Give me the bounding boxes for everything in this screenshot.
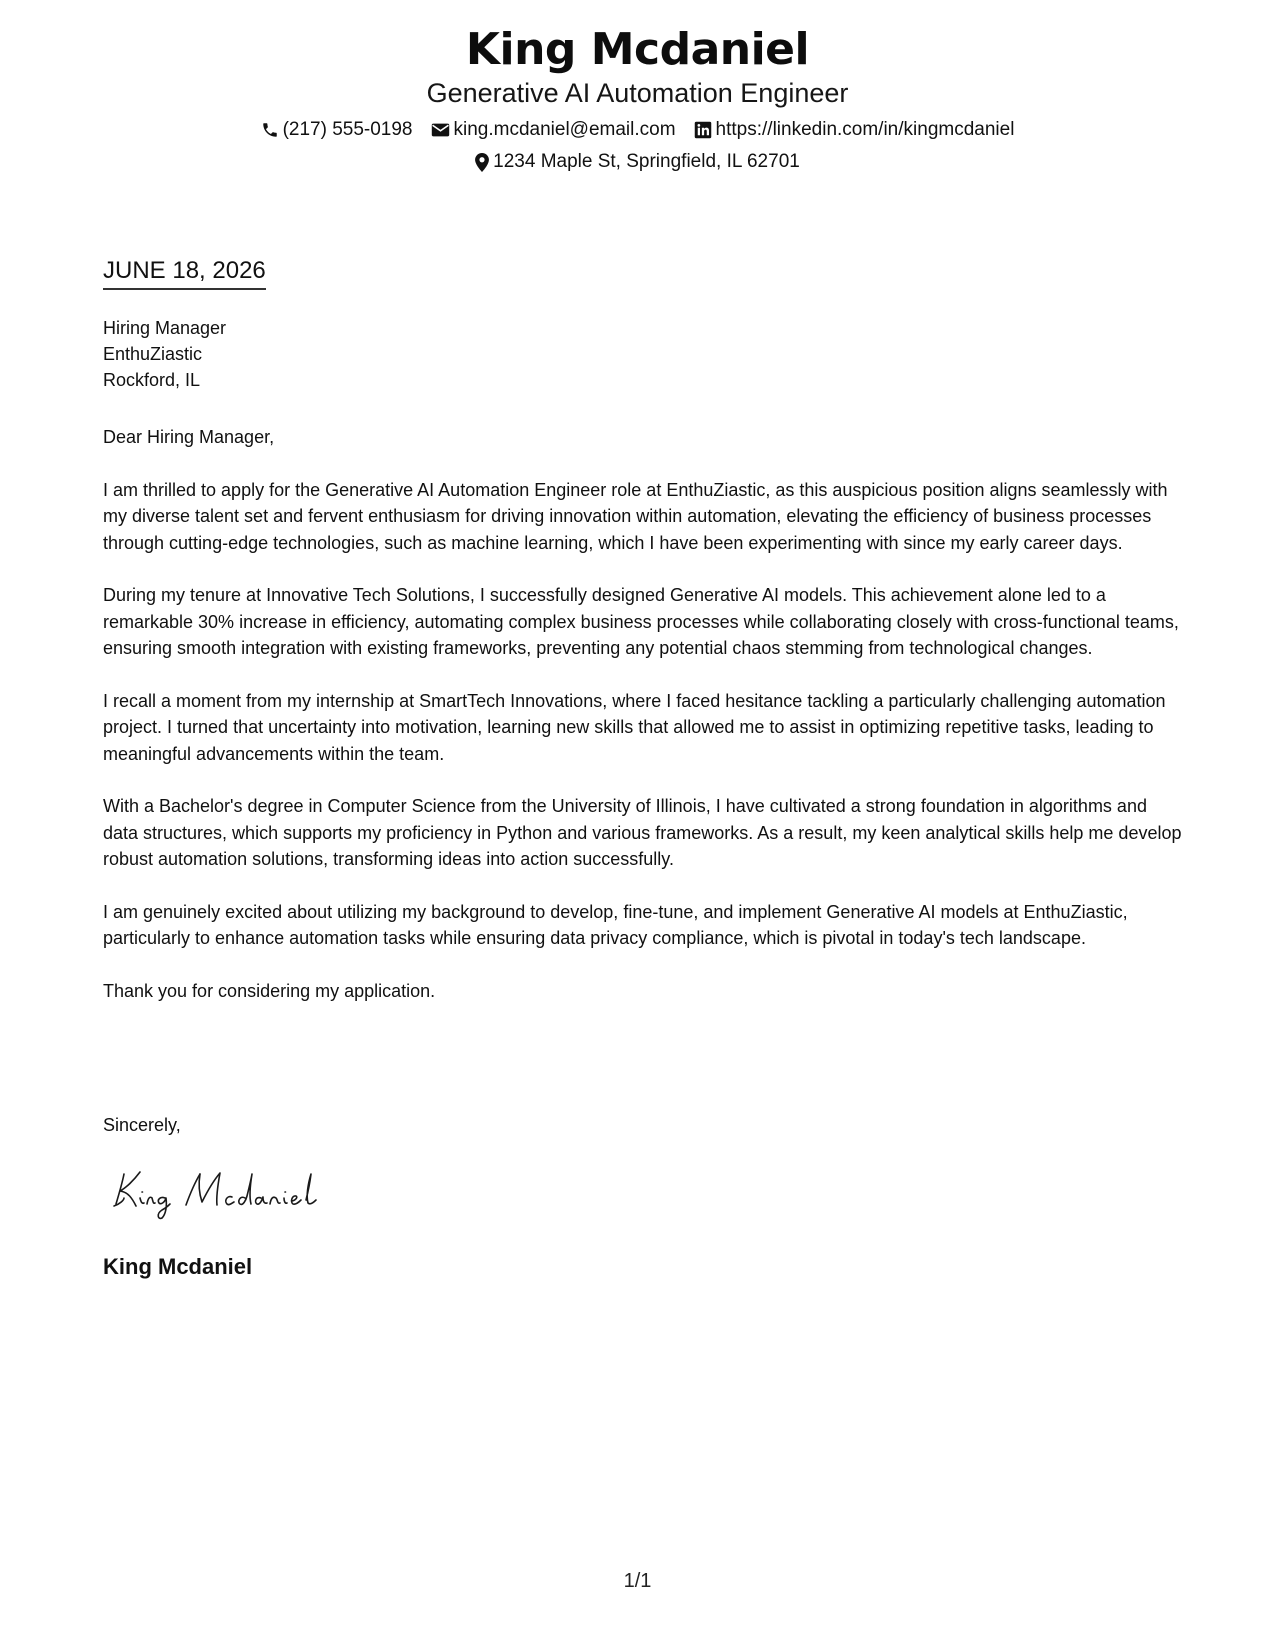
map-marker-icon: [475, 153, 489, 172]
linkedin-text: https://linkedin.com/in/kingmcdaniel: [715, 119, 1015, 140]
phone-contact[interactable]: [261, 117, 413, 143]
letter-date: JUNE 18, 2026: [103, 256, 266, 290]
phone-icon: [261, 121, 279, 139]
sign-off: Sincerely,: [103, 1115, 181, 1135]
body-paragraph: I am thrilled to apply for the Generative AI Automation Engineer role at EnthuZiastic, as this auspicious position aligns seamlessly with my diverse talent set and fervent enthusiasm for driving innovation within automation, elevating the efficiency of business processes through cutting-edge technologies, such as machine learning, which I have been experimenting with since my early career days.: [103, 479, 1168, 553]
recipient-line: Hiring Manager: [103, 318, 227, 338]
applicant-name: King Mcdaniel: [465, 24, 810, 75]
linkedin-contact[interactable]: [694, 117, 1015, 143]
recipient-line: EnthuZiastic: [103, 344, 203, 364]
letter-body: [103, 424, 1183, 1030]
body-paragraph: I recall a moment from my internship at SmartTech Innovations, where I faced hesitance tackling a particularly challenging automation project. I turned that uncertainty into motivation, learning new skills that allowed me to assist in optimizing repetitive tasks, leading to meaningful advancements within the team.: [103, 690, 1166, 764]
signer-name: King Mcdaniel: [103, 1254, 253, 1279]
address-row: [0, 149, 1275, 175]
address-text: 1234 Maple St, Springfield, IL 62701: [493, 151, 800, 172]
handwritten-signature: [110, 1160, 360, 1220]
letter-header: [0, 22, 1275, 175]
body-paragraph: With a Bachelor's degree in Computer Science from the University of Illinois, I have cultivated a strong foundation in algorithms and data structures, which supports my proficiency in Python and various frameworks. As a result, my keen analytical skills help me develop robust automation solutions, transforming ideas into action successfully.: [103, 796, 1182, 869]
page-number: 1/1: [623, 1570, 652, 1592]
phone-text: (217) 555-0198: [282, 119, 413, 140]
contact-row: [0, 117, 1275, 143]
body-paragraph: I am genuinely excited about utilizing my background to develop, fine-tune, and implement Generative AI models at EnthuZiastic, particularly to enhance automation tasks while ensuring data privacy compliance, which is pivotal in today's tech landscape.: [103, 901, 1128, 948]
salutation: Dear Hiring Manager,: [103, 427, 275, 447]
linkedin-icon: [694, 121, 712, 139]
applicant-title: Generative AI Automation Engineer: [426, 78, 849, 108]
body-paragraph: During my tenure at Innovative Tech Solutions, I successfully designed Generative AI models. This achievement alone led to a remarkable 30% increase in efficiency, automating complex business processes while collaborating closely with cross-functional teams, ensuring smooth integration with existing frameworks, preventing any potential chaos stemming from technological changes.: [103, 585, 1179, 658]
body-paragraph: Thank you for considering my application.: [103, 980, 436, 1001]
recipient-line: Rockford, IL: [103, 370, 201, 390]
email-contact[interactable]: [431, 117, 676, 143]
address-contact: [475, 149, 800, 175]
recipient-block: [103, 315, 226, 393]
email-text: king.mcdaniel@email.com: [453, 119, 676, 140]
envelope-icon: [431, 122, 450, 138]
